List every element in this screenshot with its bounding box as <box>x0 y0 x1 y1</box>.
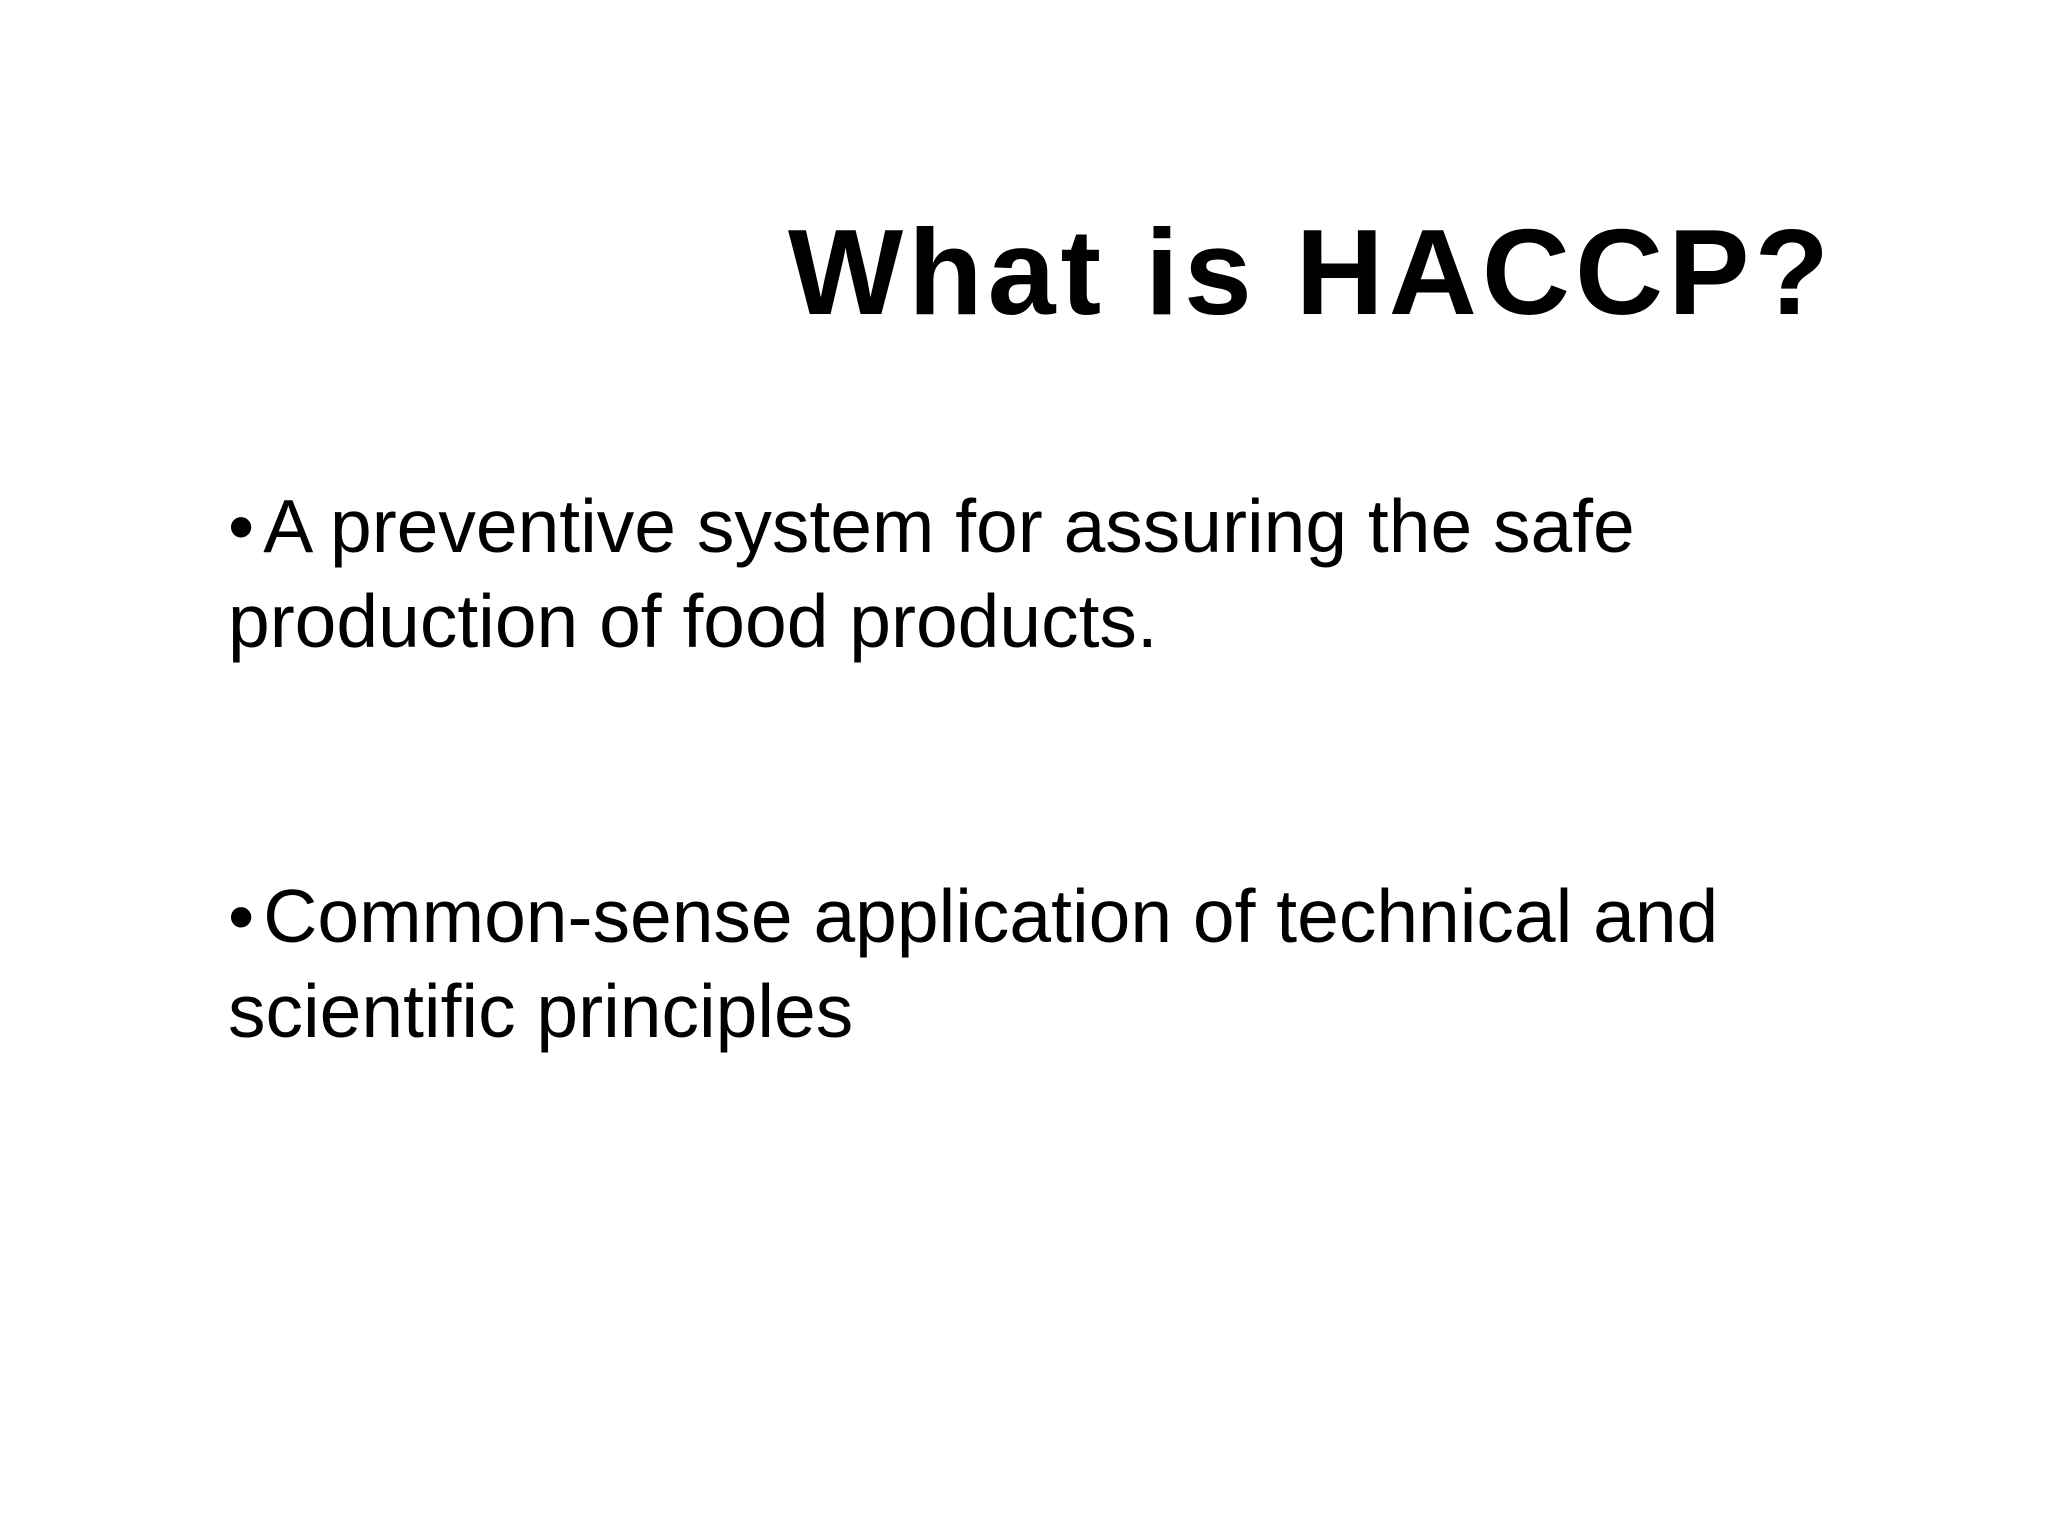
bullet-dot-icon: • <box>228 484 255 568</box>
bullet-text: A preventive system for assuring the safe production of food products. <box>228 484 1635 663</box>
bullet-item <box>228 869 1888 1059</box>
bullet-item <box>228 479 1888 669</box>
slide-title: What is HACCP? <box>788 204 1834 340</box>
bullet-list <box>228 479 1888 1059</box>
bullet-text: Common-sense application of technical and scientific principles <box>228 874 1719 1053</box>
bullet-dot-icon: • <box>228 874 255 958</box>
